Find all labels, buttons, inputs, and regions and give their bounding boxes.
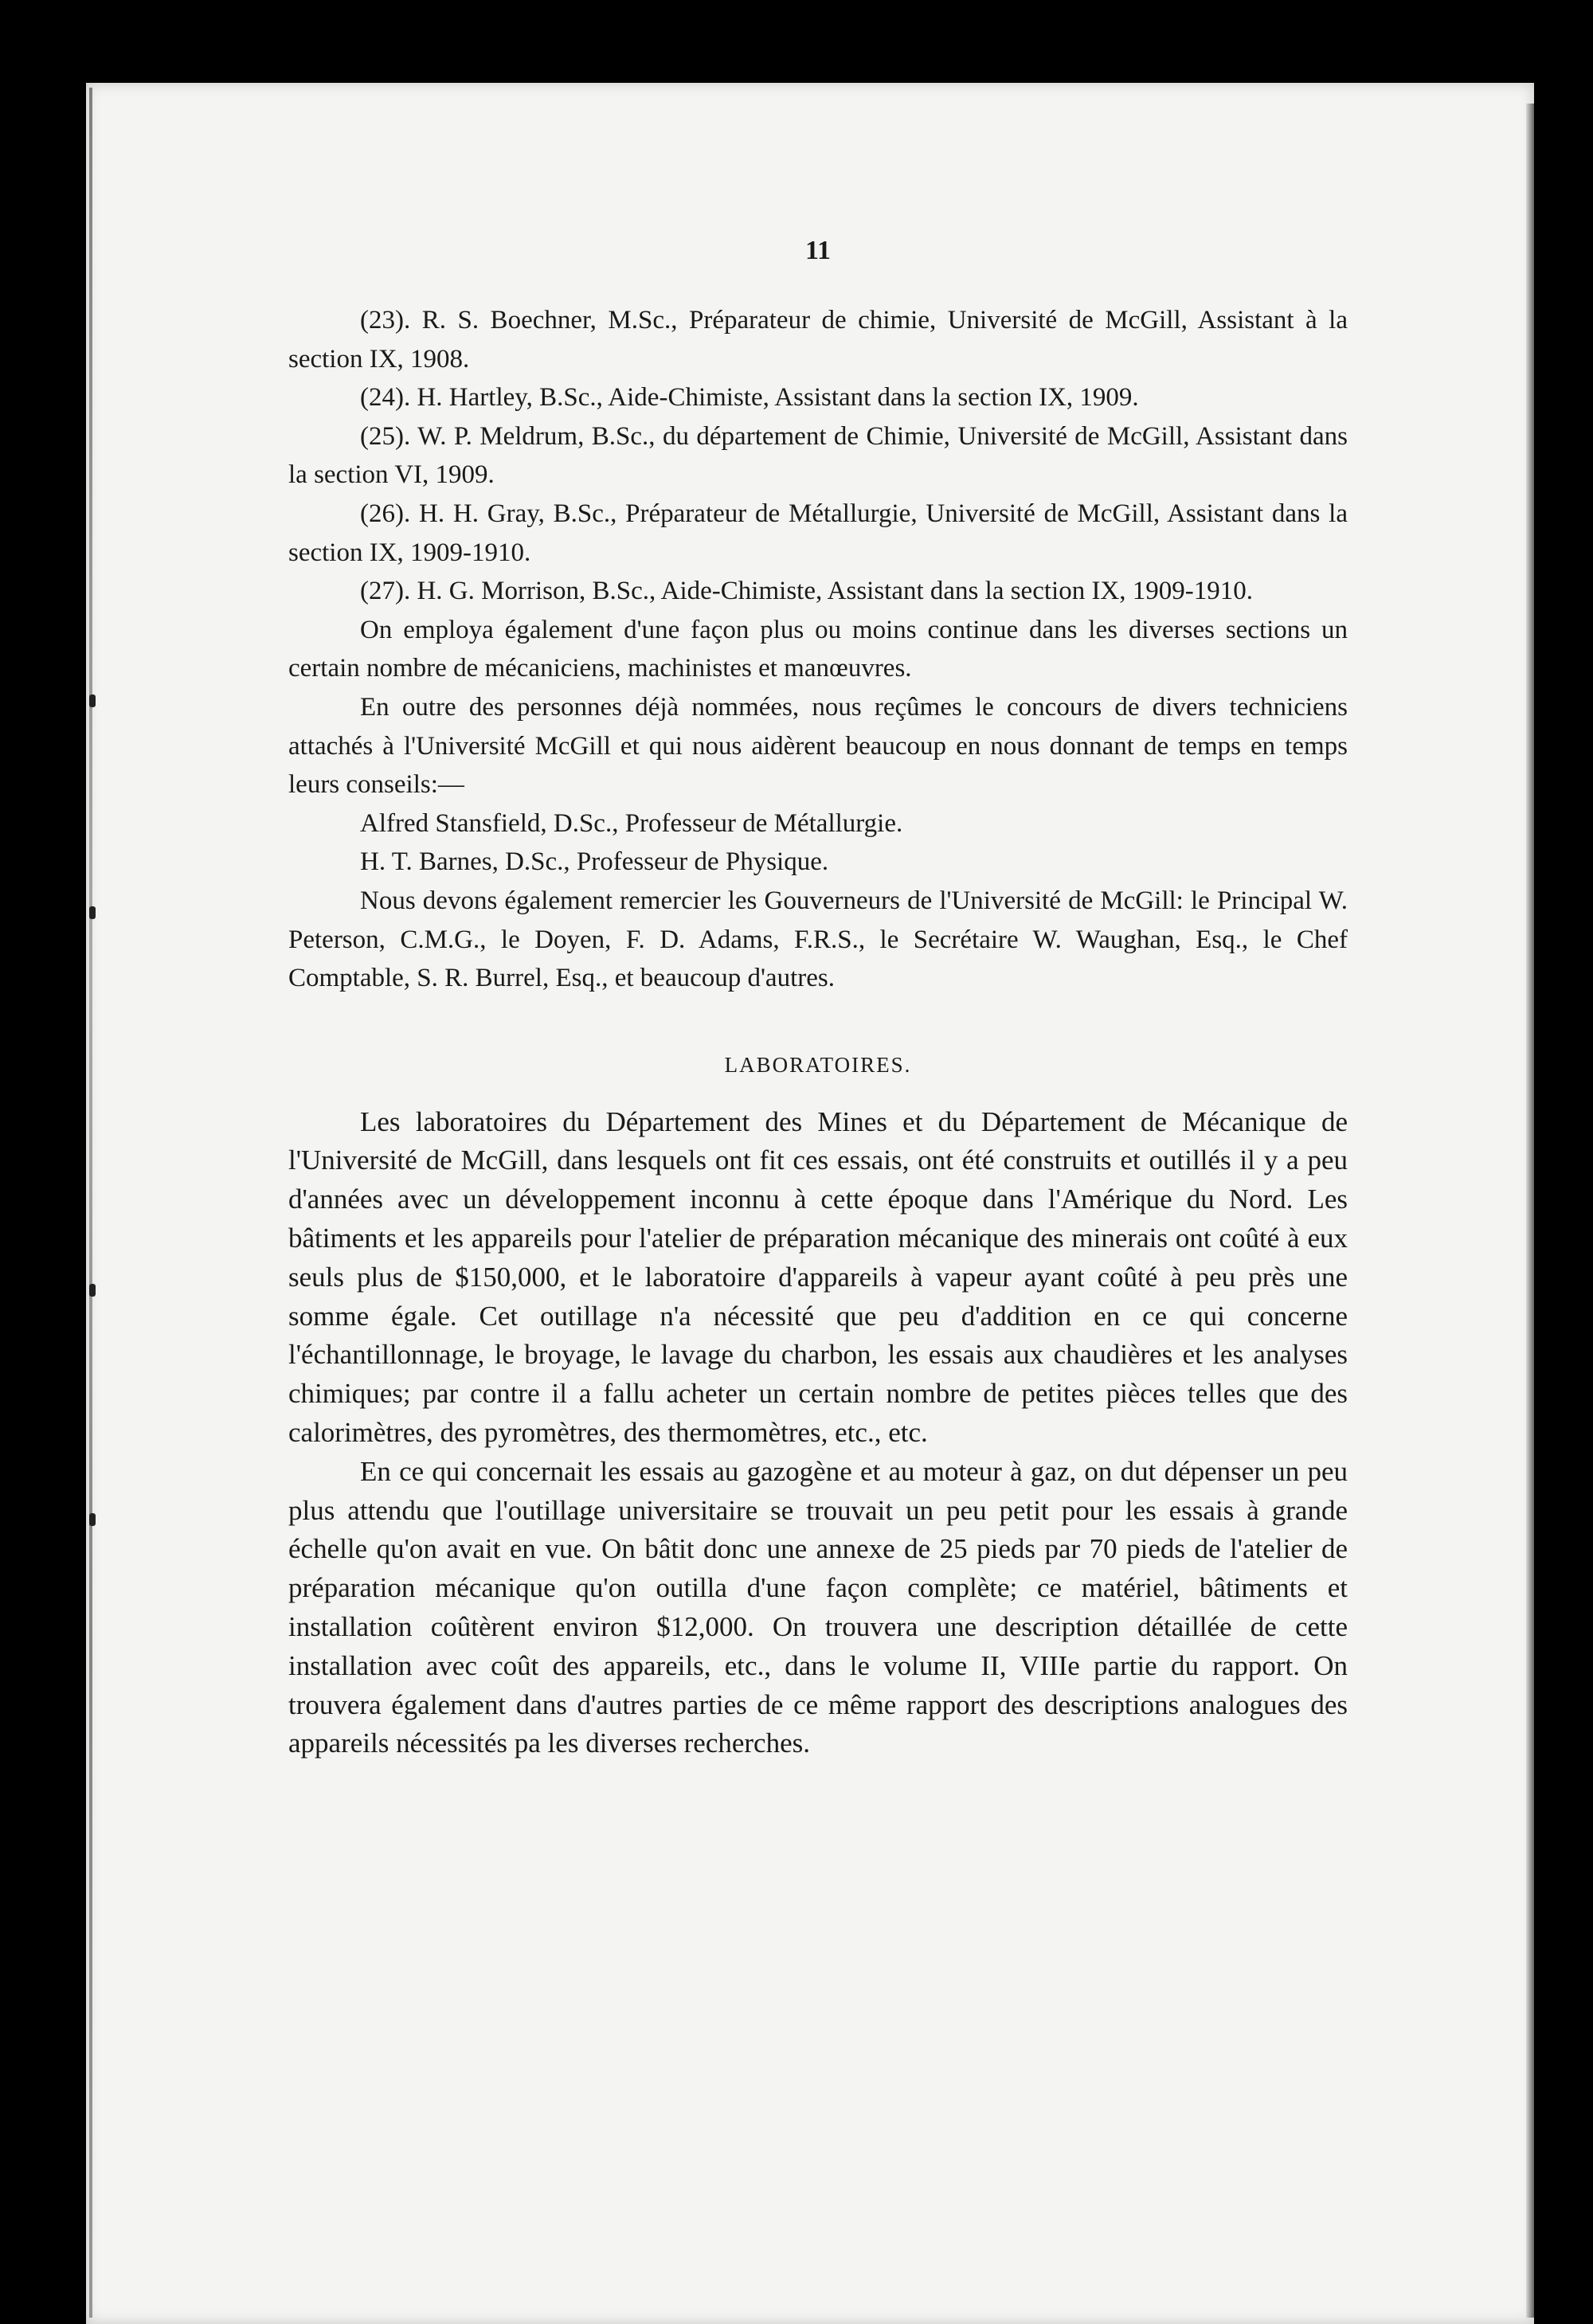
assistant-entry: (27). H. G. Morrison, B.Sc., Aide-Chimiste, Assistant dans la section IX, 1909-1910. (360, 577, 1254, 606)
page-content (288, 231, 1348, 1763)
margin-speck (89, 1284, 96, 1297)
margin-speck (89, 1513, 96, 1526)
laboratories-paragraph: Les laboratoires du Département des Mines et du Département de Mécanique de l'Université de McGill, dans lesquels ont fit ces essais, ont été construits et outillés il y a peu d'années avec un développement inconnu à cette époque dans l'Amérique du Nord. Les bâtiments et les appareils pour l'atelier de préparation mécanique des minerais ont coûté à eux seuls plus de $150,000, et le laboratoire d'appareils à vapeur ayant coûté à peu près une somme égale. Cet outillage n'a nécessité que peu d'addition en ce qui concerne l'échantillonnage, le broyage, le lavage du charbon, les essais aux chaudières et les analyses chimiques; par contre il a fallu acheter un certain nombre de petites pièces telles que des calorimètres, des pyromètres, des thermomètres, etc., etc. (288, 1105, 1348, 1449)
page-left-edge (89, 88, 92, 2318)
thanks-paragraph: Nous devons également remercier les Gouverneurs de l'Université de McGill: le Principal W. Peterson, C.M.G., le Doyen, F. D. Adams, F.R.S., le Secrétaire W. Waughan, Esq., le Chef Comptable, S. R. Burrel, Esq., et beaucoup d'autres. (288, 886, 1348, 993)
advisor-entry: Alfred Stansfield, D.Sc., Professeur de Métallurgie. (360, 808, 903, 838)
advisor-list (288, 804, 1348, 882)
assistant-list (288, 301, 1348, 611)
margin-speck (89, 694, 96, 707)
assistant-entry: (26). H. H. Gray, B.Sc., Préparateur de Métallurgie, Université de McGill, Assistant dans la section IX, 1909-1910. (288, 499, 1348, 567)
technicians-paragraph: En outre des personnes déjà nommées, nous reçûmes le concours de divers techniciens attachés à l'Université McGill et qui nous aidèrent beaucoup en nous donnant de temps en temps leurs conseils:— (288, 692, 1348, 800)
workers-paragraph: On employa également d'une façon plus ou moins continue dans les diverses sections un certain nombre de mécaniciens, machinistes et manœuvres. (288, 615, 1348, 683)
assistant-entry: (23). R. S. Boechner, M.Sc., Préparateur de chimie, Université de McGill, Assistant à la section IX, 1908. (288, 306, 1348, 374)
section-heading: LABORATOIRES. (724, 1052, 912, 1077)
assistant-entry: (24). H. Hartley, B.Sc., Aide-Chimiste, Assistant dans la section IX, 1909. (360, 383, 1139, 413)
margin-speck (89, 906, 96, 919)
page-number: 11 (804, 236, 832, 265)
advisor-entry: H. T. Barnes, D.Sc., Professeur de Physique. (360, 847, 829, 877)
gas-tests-paragraph: En ce qui concernait les essais au gazogène et au moteur à gaz, on dut dépenser un peu plus attendu que l'outillage universitaire se trouvait un peu petit pour les essais à grande échelle qu'on avait en vue. On bâtit donc une annexe de 25 pieds par 70 pieds de l'atelier de préparation mécanique qu'on outilla d'une façon complète; ce matériel, bâtiments et installation coûtèrent environ $12,000. On trouvera une description détaillée de cette installation avec coût des appareils, etc., dans le volume II, VIIIe partie du rapport. On trouvera également dans d'autres parties de ce même rapport des descriptions analogues des appareils nécessités pa les diverses recherches. (288, 1455, 1348, 1759)
laboratories-section (288, 1103, 1348, 1764)
assistant-entry: (25). W. P. Meldrum, B.Sc., du département de Chimie, Université de McGill, Assistant dans la section VI, 1909. (288, 421, 1348, 490)
page-right-edge (1526, 104, 1534, 2318)
